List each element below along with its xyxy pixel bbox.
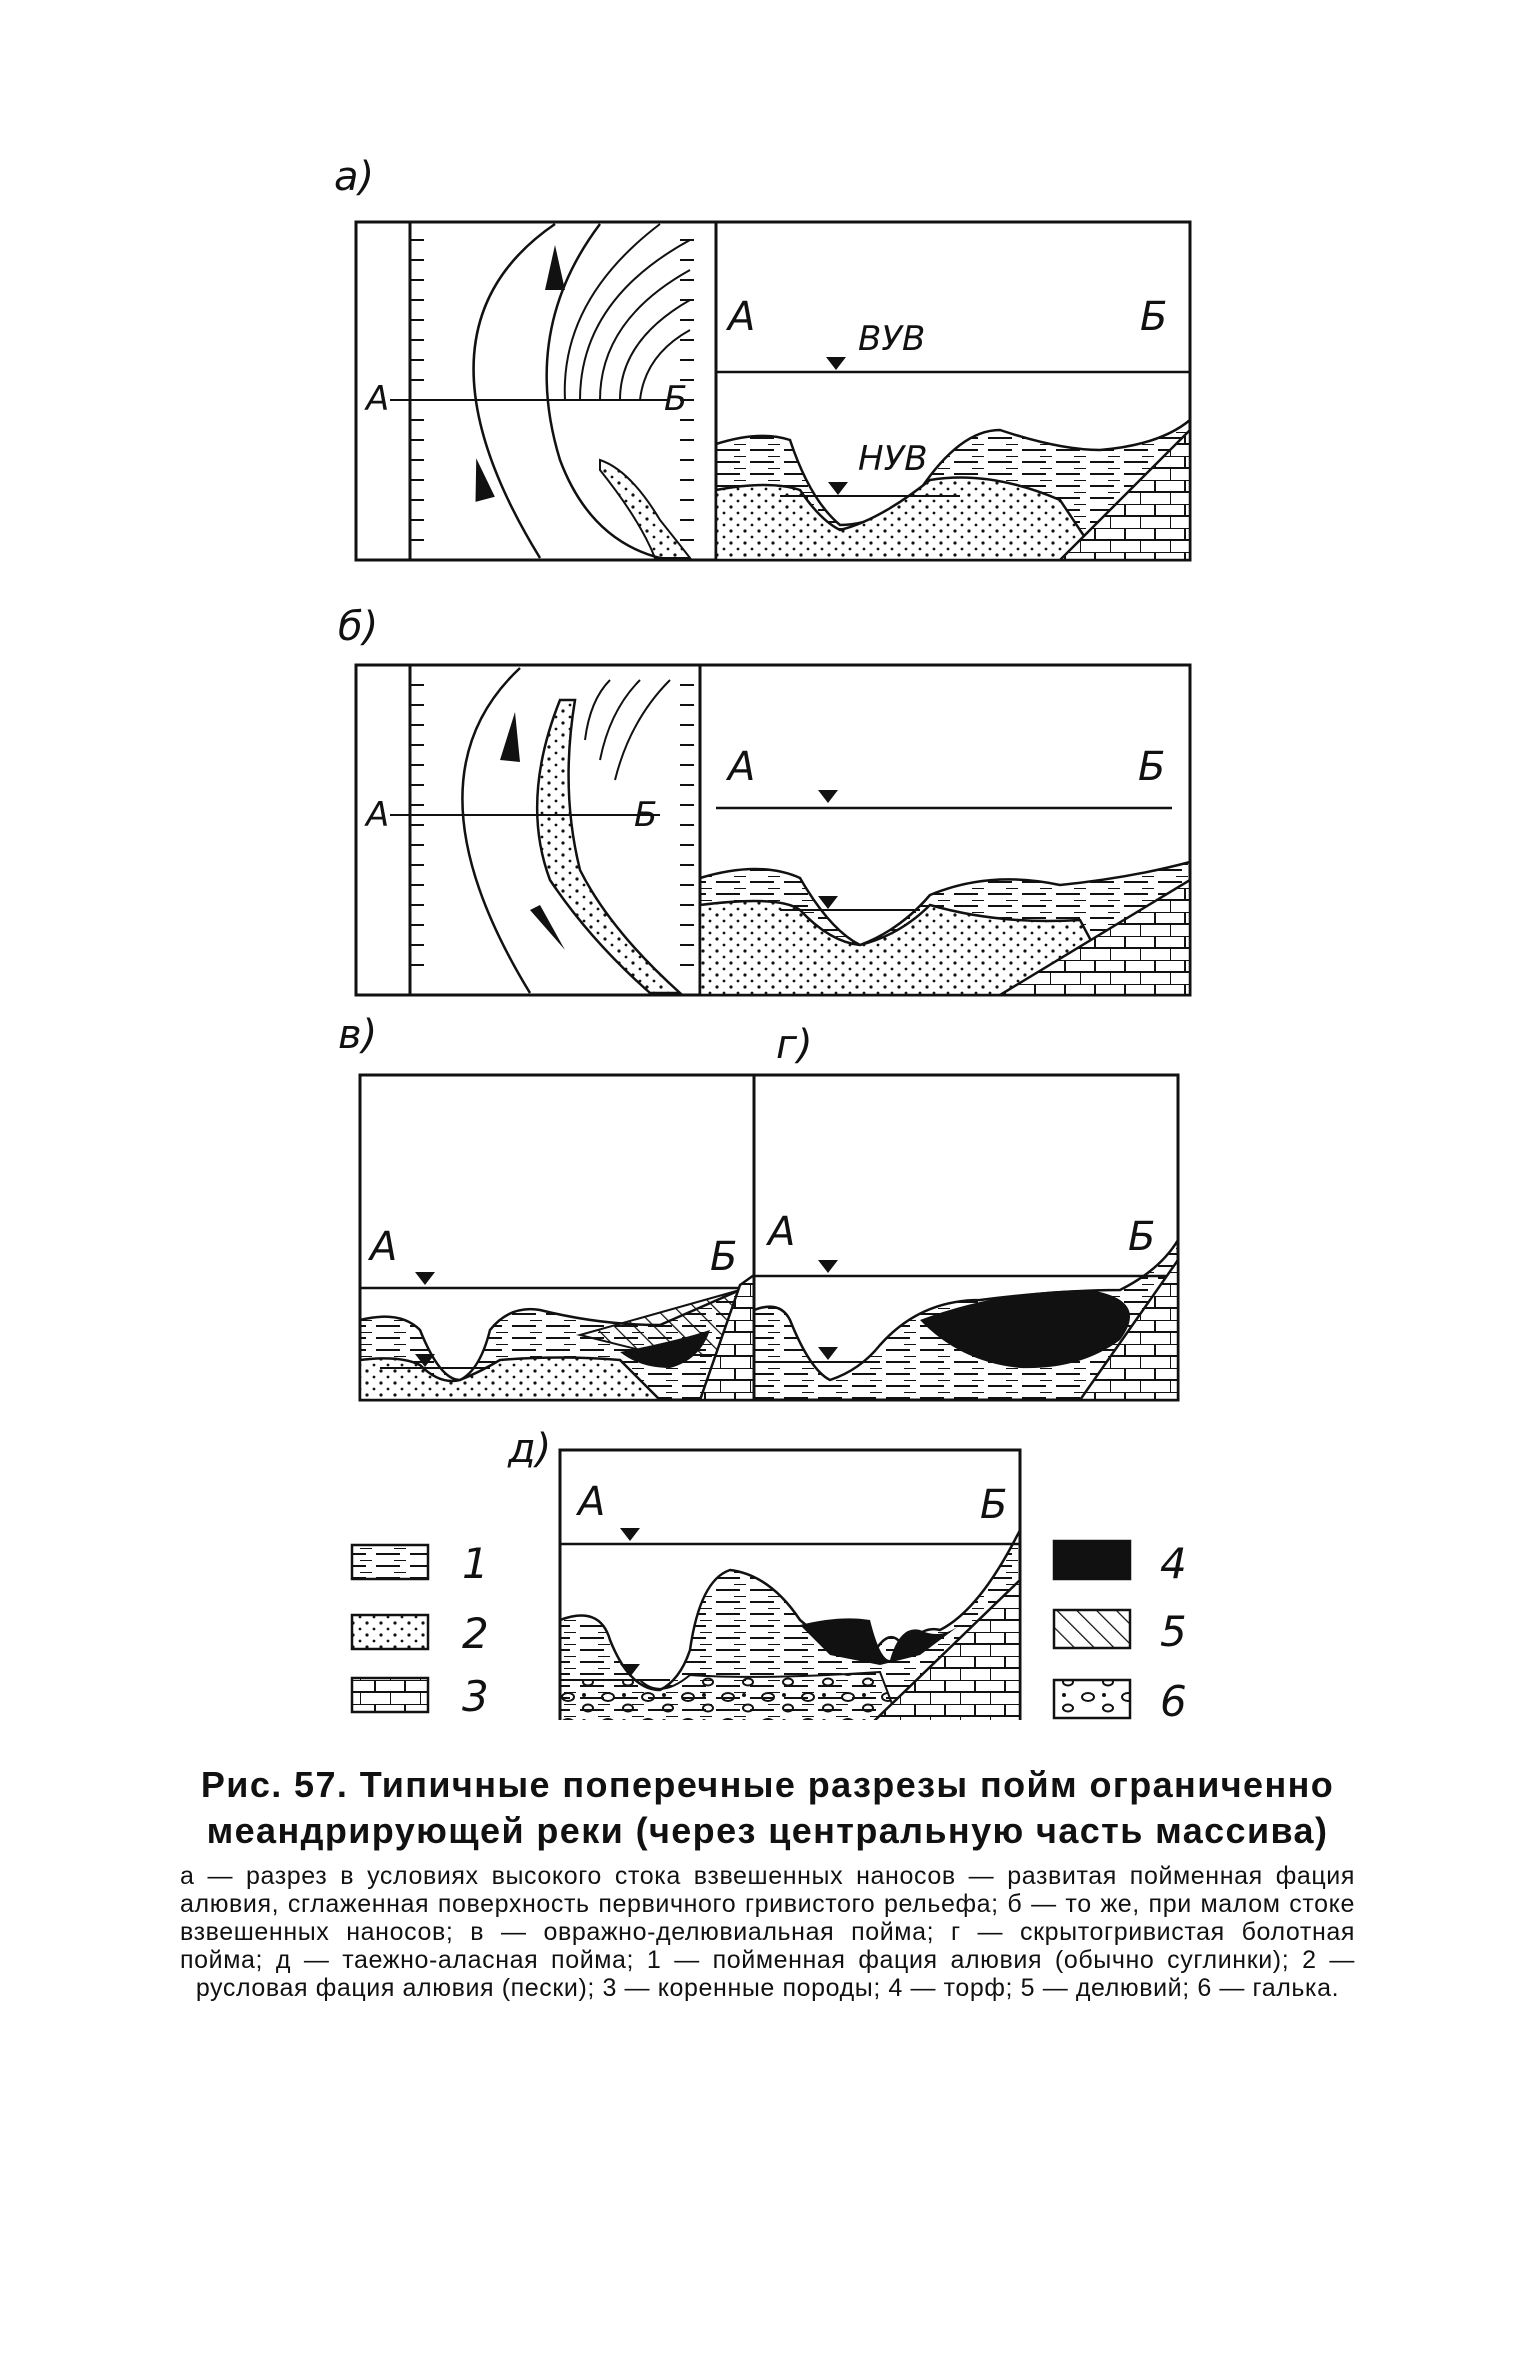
legend-num-5: 5 [1160,1607,1187,1656]
panel-a-section-right: Б [1140,294,1168,340]
panel-a-low-water: НУВ [858,439,928,479]
panel-b-section-right: Б [1138,744,1166,790]
legend-item-5 [1054,1607,1187,1656]
panel-d-section-left: А [578,1479,606,1525]
legend-item-2 [352,1609,489,1658]
panel-b-section-left: А [728,744,756,790]
panel-b-map-right: Б [634,795,658,835]
panel-v-section [360,1075,754,1400]
panel-g-label: г) [776,1022,813,1068]
panel-g-section-left: А [768,1209,796,1255]
figure-caption [180,1762,1355,2002]
panel-a-plan [356,222,716,560]
legend-num-6: 6 [1160,1677,1187,1720]
caption-title: Рис. 57. Типичные поперечные разрезы пойм ограниченно меандрирующей реки (через центральную часть массива) [200,1764,1335,1851]
panel-v-label: в) [338,1012,378,1058]
panel-v-section-left: А [370,1224,398,1270]
panel-b-label: б) [338,604,379,650]
panel-d-section [560,1450,1020,1720]
panel-g-section [754,1075,1178,1400]
caption-body: а — разрез в условиях высокого стока взвешенных наносов — развитая пойменная фация алювия, сглаженная поверхность первичного гривистого рельефа; б — то же, при малом стоке взвешенных наносов; в — овражно-делювиальная пойма; г — скрытогривистая болотная пойма; д — таежно-аласная пойма; 1 — пойменная фация алювия (обычно суглинки); 2 — русловая фация алювия (пески); 3 — коренные породы; 4 — торф; 5 — делювий; 6 — галька. [180,1862,1355,2002]
legend-item-3 [352,1672,489,1720]
legend-num-1: 1 [462,1539,489,1588]
panel-d-section-right: Б [980,1482,1008,1528]
panel-b-map-left: А [366,795,390,835]
panel-b-plan [356,665,700,995]
panel-g-section-right: Б [1128,1214,1156,1260]
legend-item-1 [352,1539,489,1588]
panel-a-map-right: Б [664,379,688,419]
panel-b-section [700,665,1190,995]
panel-v-section-right: Б [710,1234,738,1280]
legend-item-4 [1054,1539,1187,1588]
panel-a-label: а) [334,154,375,200]
legend-num-2: 2 [462,1609,489,1658]
panel-a-map-left: А [366,379,390,419]
panel-d-label: д) [508,1426,552,1472]
panel-a-section-left: А [728,294,756,340]
panel-a-high-water: ВУВ [858,319,926,359]
legend-num-3: 3 [462,1672,489,1720]
legend-item-6 [1054,1677,1187,1720]
legend-num-4: 4 [1160,1539,1187,1588]
panel-a-section [716,222,1190,560]
